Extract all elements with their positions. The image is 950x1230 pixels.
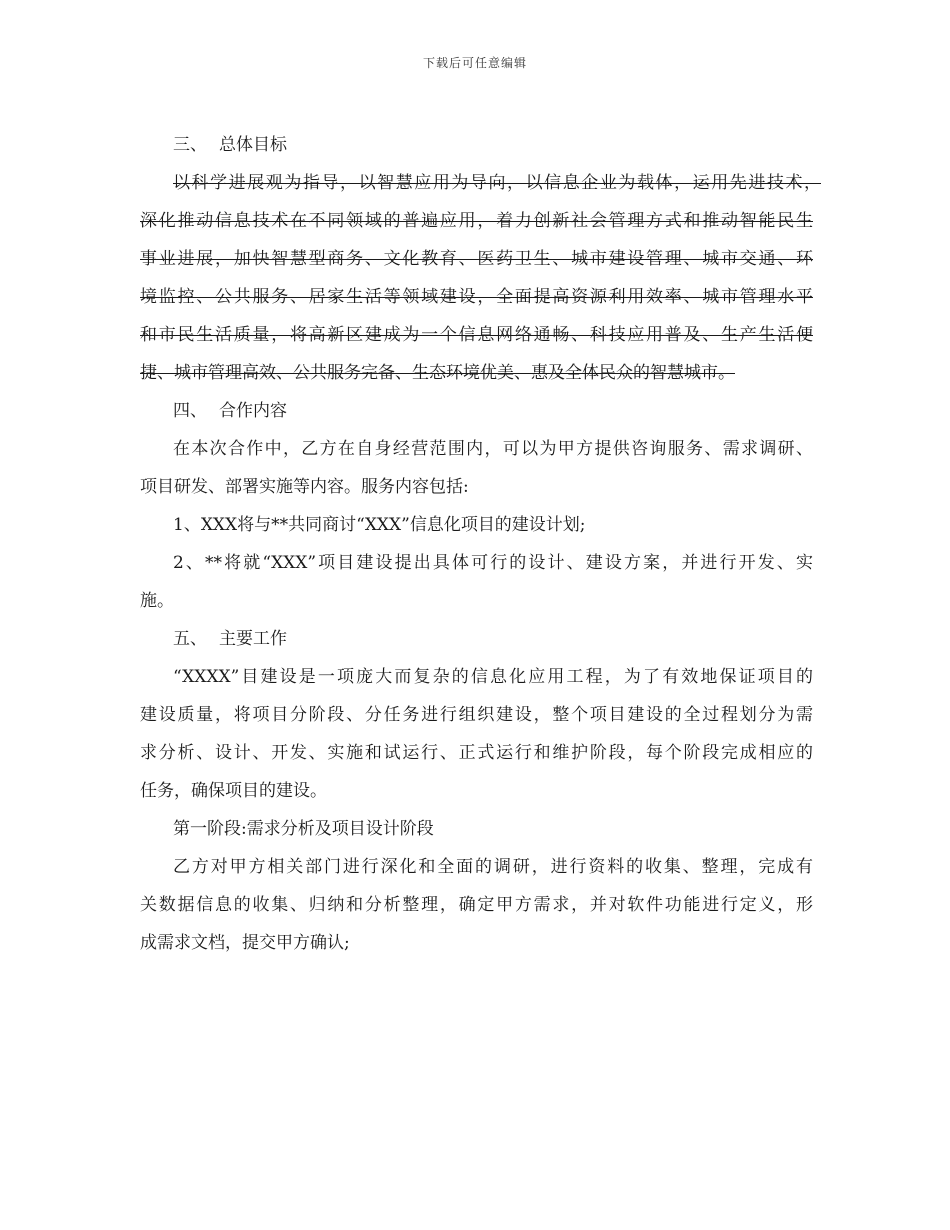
- paragraph-line: 求分析、设计、开发、实施和试运行、正式运行和维护阶段，每个阶段完成相应的: [140, 743, 813, 763]
- paragraph-line: 境监控、公共服务、居家生活等领域建设，全面提高资源利用效率、城市管理水平: [140, 287, 813, 307]
- paragraph-line: 和市民生活质量，将高新区建成为一个信息网络通畅、科技应用普及、生产生活便: [140, 325, 813, 345]
- paragraph-line: 任务，确保项目的建设。: [140, 781, 327, 801]
- paragraph-line: 以科学进展观为指导，以智慧应用为导向，以信息企业为载体，运用先进技术，: [173, 173, 821, 193]
- section-number: 三、: [173, 135, 207, 155]
- paragraph-line: 深化推动信息技术在不同领域的普遍应用，着力创新社会管理方式和推动智能民生: [140, 211, 813, 231]
- document-body: [140, 126, 821, 962]
- paragraph-line: 项目研发、部署实施等内容。服务内容包括:: [140, 477, 469, 497]
- paragraph-line: 施。: [140, 591, 174, 611]
- section-title: 合作内容: [219, 401, 287, 421]
- list-item: 1、XXX将与**共同商讨“XXX”信息化项目的建设计划;: [173, 515, 586, 535]
- paragraph-line: 建设质量，将项目分阶段、分任务进行组织建设，整个项目建设的全过程划分为需: [140, 705, 813, 725]
- paragraph-line: 在本次合作中，乙方在自身经营范围内，可以为甲方提供咨询服务、需求调研、: [173, 439, 813, 459]
- paragraph-line: 成需求文档，提交甲方确认;: [140, 933, 350, 953]
- section-title: 总体目标: [219, 135, 287, 155]
- page-header: 下载后可任意编辑: [422, 56, 527, 70]
- paragraph-line: “XXXX”目建设是一项庞大而复杂的信息化应用工程，为了有效地保证项目的: [173, 667, 813, 687]
- paragraph-line: 乙方对甲方相关部门进行深化和全面的调研，进行资料的收集、整理，完成有: [173, 857, 813, 877]
- section-number: 五、: [173, 629, 207, 649]
- paragraph-line: 事业进展，加快智慧型商务、文化教育、医药卫生、城市建设管理、城市交通、环: [140, 249, 813, 269]
- section-heading-goal: [140, 126, 813, 164]
- section-title: 主要工作: [219, 629, 287, 649]
- paragraph-line: 捷、城市管理高效、公共服务完备、生态环境优美、惠及全体民众的智慧城市。: [140, 363, 735, 383]
- paragraph-line: 关数据信息的收集、归纳和分析整理，确定甲方需求，并对软件功能进行定义，形: [140, 895, 813, 915]
- phase-title: 第一阶段:需求分析及项目设计阶段: [173, 819, 434, 839]
- list-item: 2、**将就“XXX”项目建设提出具体可行的设计、建设方案，并进行开发、实: [173, 553, 813, 573]
- section-heading-work: [140, 620, 813, 658]
- section-heading-cooperation: [140, 392, 813, 430]
- section-number: 四、: [173, 401, 207, 421]
